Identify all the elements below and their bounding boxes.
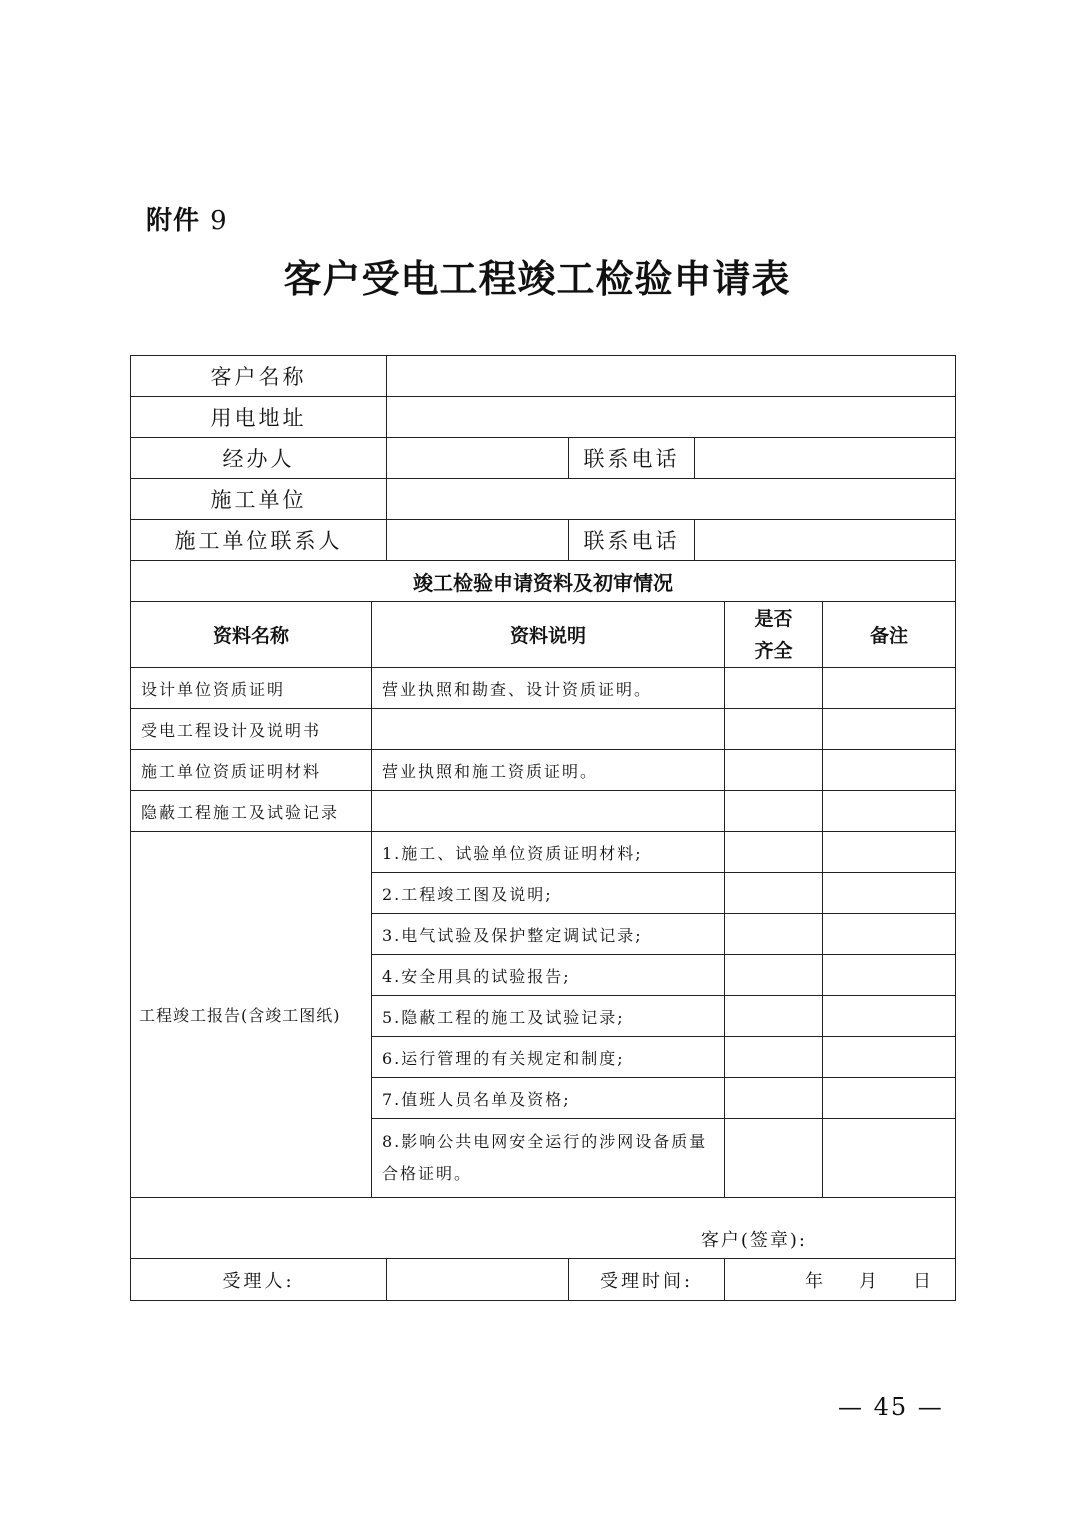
receive-time-label: 受理时间:	[569, 1259, 725, 1301]
handler-label: 经办人	[131, 438, 387, 479]
phone-field-1[interactable]	[695, 438, 956, 479]
contractor-label: 施工单位	[131, 479, 387, 520]
table-row-desc	[372, 709, 725, 750]
remark-cell[interactable]	[823, 832, 956, 873]
table-row-name: 隐蔽工程施工及试验记录	[131, 791, 372, 832]
complete-cell[interactable]	[725, 791, 823, 832]
page-title: 客户受电工程竣工检验申请表	[283, 256, 791, 301]
contractor-field[interactable]	[387, 479, 956, 520]
remark-cell[interactable]	[823, 1037, 956, 1078]
column-header-name: 资料名称	[131, 602, 372, 668]
report-item: 3.电气试验及保护整定调试记录;	[372, 914, 725, 955]
report-item: 1.施工、试验单位资质证明材料;	[372, 832, 725, 873]
complete-cell[interactable]	[725, 832, 823, 873]
complete-cell[interactable]	[725, 1119, 823, 1198]
day-label: 日	[913, 1270, 931, 1292]
remark-cell[interactable]	[823, 1078, 956, 1119]
complete-cell[interactable]	[725, 1037, 823, 1078]
report-item: 8.影响公共电网安全运行的涉网设备质量合格证明。	[372, 1119, 725, 1198]
handler-field[interactable]	[387, 438, 569, 479]
table-row-name: 设计单位资质证明	[131, 668, 372, 709]
remark-cell[interactable]	[823, 914, 956, 955]
complete-cell[interactable]	[725, 955, 823, 996]
complete-cell[interactable]	[725, 873, 823, 914]
column-header-remark: 备注	[823, 602, 956, 668]
remark-cell[interactable]	[823, 955, 956, 996]
contractor-contact-label: 施工单位联系人	[131, 520, 387, 561]
customer-name-field[interactable]	[387, 356, 956, 397]
report-item: 6.运行管理的有关规定和制度;	[372, 1037, 725, 1078]
receiver-field[interactable]	[387, 1259, 569, 1301]
complete-cell[interactable]	[725, 1078, 823, 1119]
complete-cell[interactable]	[725, 996, 823, 1037]
report-item: 7.值班人员名单及资格;	[372, 1078, 725, 1119]
application-form-table	[130, 355, 956, 1301]
attachment-number: 9	[210, 206, 228, 236]
address-label: 用电地址	[131, 397, 387, 438]
table-row-desc: 营业执照和勘查、设计资质证明。	[372, 668, 725, 709]
contractor-contact-field[interactable]	[387, 520, 569, 561]
complete-cell[interactable]	[725, 668, 823, 709]
remark-cell[interactable]	[823, 1119, 956, 1198]
receiver-label: 受理人:	[131, 1259, 387, 1301]
report-item: 4.安全用具的试验报告;	[372, 955, 725, 996]
completion-report-label: 工程竣工报告(含竣工图纸)	[131, 832, 372, 1198]
phone-field-2[interactable]	[695, 520, 956, 561]
table-row-name: 施工单位资质证明材料	[131, 750, 372, 791]
complete-cell[interactable]	[725, 750, 823, 791]
complete-cell[interactable]	[725, 914, 823, 955]
table-row-desc: 营业执照和施工资质证明。	[372, 750, 725, 791]
remark-cell[interactable]	[823, 750, 956, 791]
remark-cell[interactable]	[823, 873, 956, 914]
report-item: 5.隐蔽工程的施工及试验记录;	[372, 996, 725, 1037]
month-label: 月	[859, 1270, 877, 1292]
customer-signature[interactable]: 客户(签章):	[131, 1198, 956, 1259]
remark-cell[interactable]	[823, 709, 956, 750]
report-item: 2.工程竣工图及说明;	[372, 873, 725, 914]
receive-date-field[interactable]	[725, 1259, 956, 1301]
customer-name-label: 客户名称	[131, 356, 387, 397]
address-field[interactable]	[387, 397, 956, 438]
attachment-label: 附件 9	[146, 206, 228, 236]
remark-cell[interactable]	[823, 668, 956, 709]
section-title: 竣工检验申请资料及初审情况	[131, 561, 956, 602]
remark-cell[interactable]	[823, 996, 956, 1037]
table-row-desc	[372, 791, 725, 832]
remark-cell[interactable]	[823, 791, 956, 832]
complete-cell[interactable]	[725, 709, 823, 750]
column-header-complete: 是否齐全	[725, 602, 823, 668]
table-row-name: 受电工程设计及说明书	[131, 709, 372, 750]
phone-label-1: 联系电话	[569, 438, 695, 479]
year-label: 年	[805, 1270, 823, 1292]
phone-label-2: 联系电话	[569, 520, 695, 561]
page-number: — 45 —	[838, 1393, 944, 1421]
column-header-desc: 资料说明	[372, 602, 725, 668]
